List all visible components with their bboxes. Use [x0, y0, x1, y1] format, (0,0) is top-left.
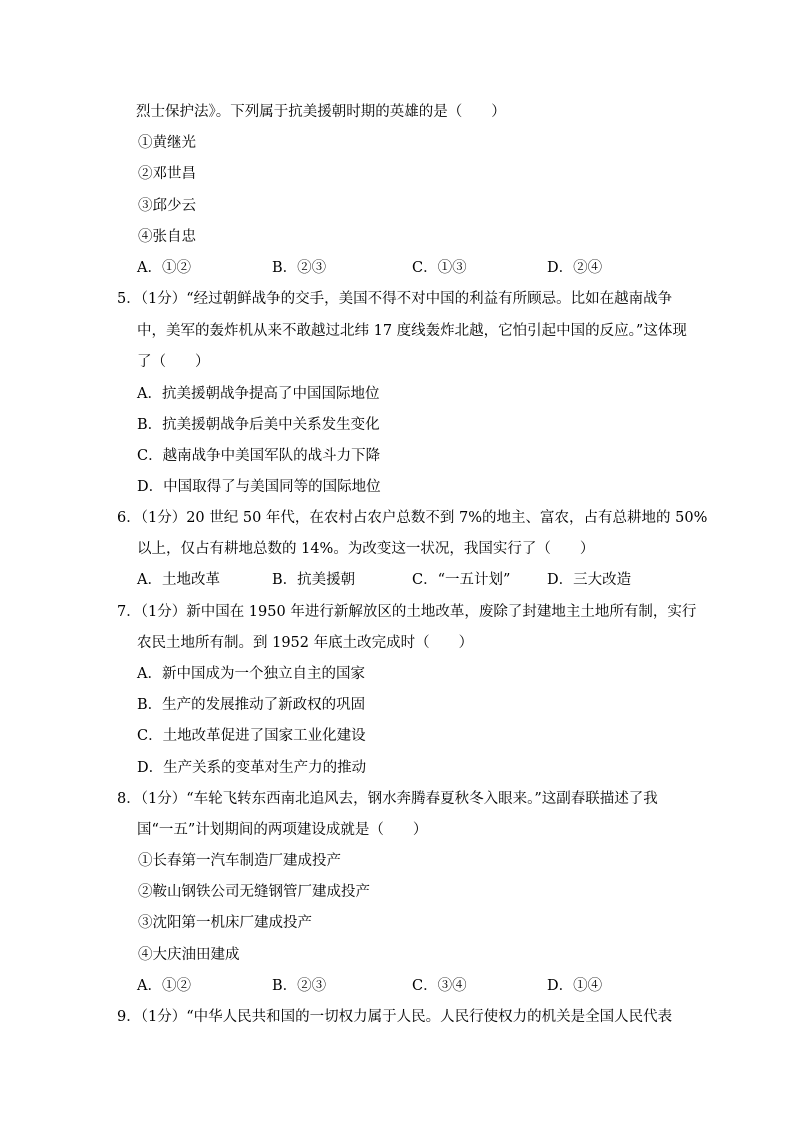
- question-5-option-a: A．抗美援朝战争提高了中国国际地位: [137, 386, 380, 402]
- question-6-option-c: C．“一五计划”: [412, 572, 511, 588]
- question-5-option-b: B．抗美援朝战争后美中关系发生变化: [137, 417, 380, 433]
- question-6-option-a: A．土地改革: [137, 572, 220, 588]
- question-8-option-d: D．①④: [547, 978, 603, 994]
- question-8-option-c: C．③④: [412, 978, 467, 994]
- question-5-stem-line-2: 中，美军的轰炸机从来不敢越过北纬 17 度线轰炸北越，它怕引起中国的反应。”这体现: [137, 323, 687, 339]
- question-8-stem-line-2: 国“一五”计划期间的两项建设成就是（ ）: [137, 822, 428, 838]
- question-6-stem-line-2: 以上，仅占有耕地总数的 14%。为改变这一状况，我国实行了（ ）: [137, 541, 595, 557]
- question-4-option-a: A．①②: [137, 260, 191, 276]
- question-4-option-d: D．②④: [547, 260, 603, 276]
- question-5-option-c: C．越南战争中美国军队的战斗力下降: [137, 448, 381, 464]
- question-4-item-3: ③邱少云: [138, 198, 196, 214]
- question-8-option-b: B．②③: [272, 978, 327, 994]
- question-7-option-a: A．新中国成为一个独立自主的国家: [137, 666, 365, 682]
- question-6-option-d: D．三大改造: [547, 572, 632, 588]
- question-5-stem-line-1: 5．（1分）“经过朝鲜战争的交手，美国不得不对中国的利益有所顾忌。比如在越南战争: [117, 291, 673, 307]
- question-4-item-1: ①黄继光: [138, 135, 196, 151]
- question-8-option-a: A．①②: [137, 978, 191, 994]
- question-5-option-d: D．中国取得了与美国同等的国际地位: [137, 479, 381, 495]
- question-7-stem-line-1: 7．（1分）新中国在 1950 年进行新解放区的土地改革，废除了封建地主土地所有制，实行: [117, 604, 697, 620]
- question-4-item-4: ④张自忠: [138, 229, 196, 245]
- question-8-item-4: ④大庆油田建成: [138, 947, 240, 963]
- question-8-item-1: ①长春第一汽车制造厂建成投产: [138, 853, 341, 869]
- question-5-stem-line-3: 了（ ）: [137, 354, 210, 370]
- question-6-stem-line-1: 6．（1分）20 世纪 50 年代，在农村占农户总数不到 7%的地主、富农，占有总耕地的 50%: [117, 510, 708, 526]
- question-6-option-b: B．抗美援朝: [272, 572, 356, 588]
- question-4-item-2: ②邓世昌: [138, 166, 196, 182]
- question-7-option-c: C．土地改革促进了国家工业化建设: [137, 728, 366, 744]
- question-4-option-b: B．②③: [272, 260, 327, 276]
- question-4-option-c: C．①③: [412, 260, 467, 276]
- question-7-stem-line-2: 农民土地所有制。到 1952 年底土改完成时（ ）: [137, 635, 474, 651]
- question-8-item-2: ②鞍山钢铁公司无缝钢管厂建成投产: [138, 884, 370, 900]
- question-7-option-b: B．生产的发展推动了新政权的巩固: [137, 697, 366, 713]
- question-7-option-d: D．生产关系的变革对生产力的推动: [137, 760, 367, 776]
- question-8-stem-line-1: 8．（1分）“车轮飞转东西南北追风去，钢水奔腾春夏秋冬入眼来。”这副春联描述了我: [117, 791, 658, 807]
- question-4-stem-tail: 烈士保护法》。下列属于抗美援朝时期的英雄的是（ ）: [136, 104, 506, 120]
- question-8-item-3: ③沈阳第一机床厂建成投产: [138, 915, 312, 931]
- question-9-stem-line-1: 9．（1分）“中华人民共和国的一切权力属于人民。人民行使权力的机关是全国人民代表: [117, 1009, 673, 1025]
